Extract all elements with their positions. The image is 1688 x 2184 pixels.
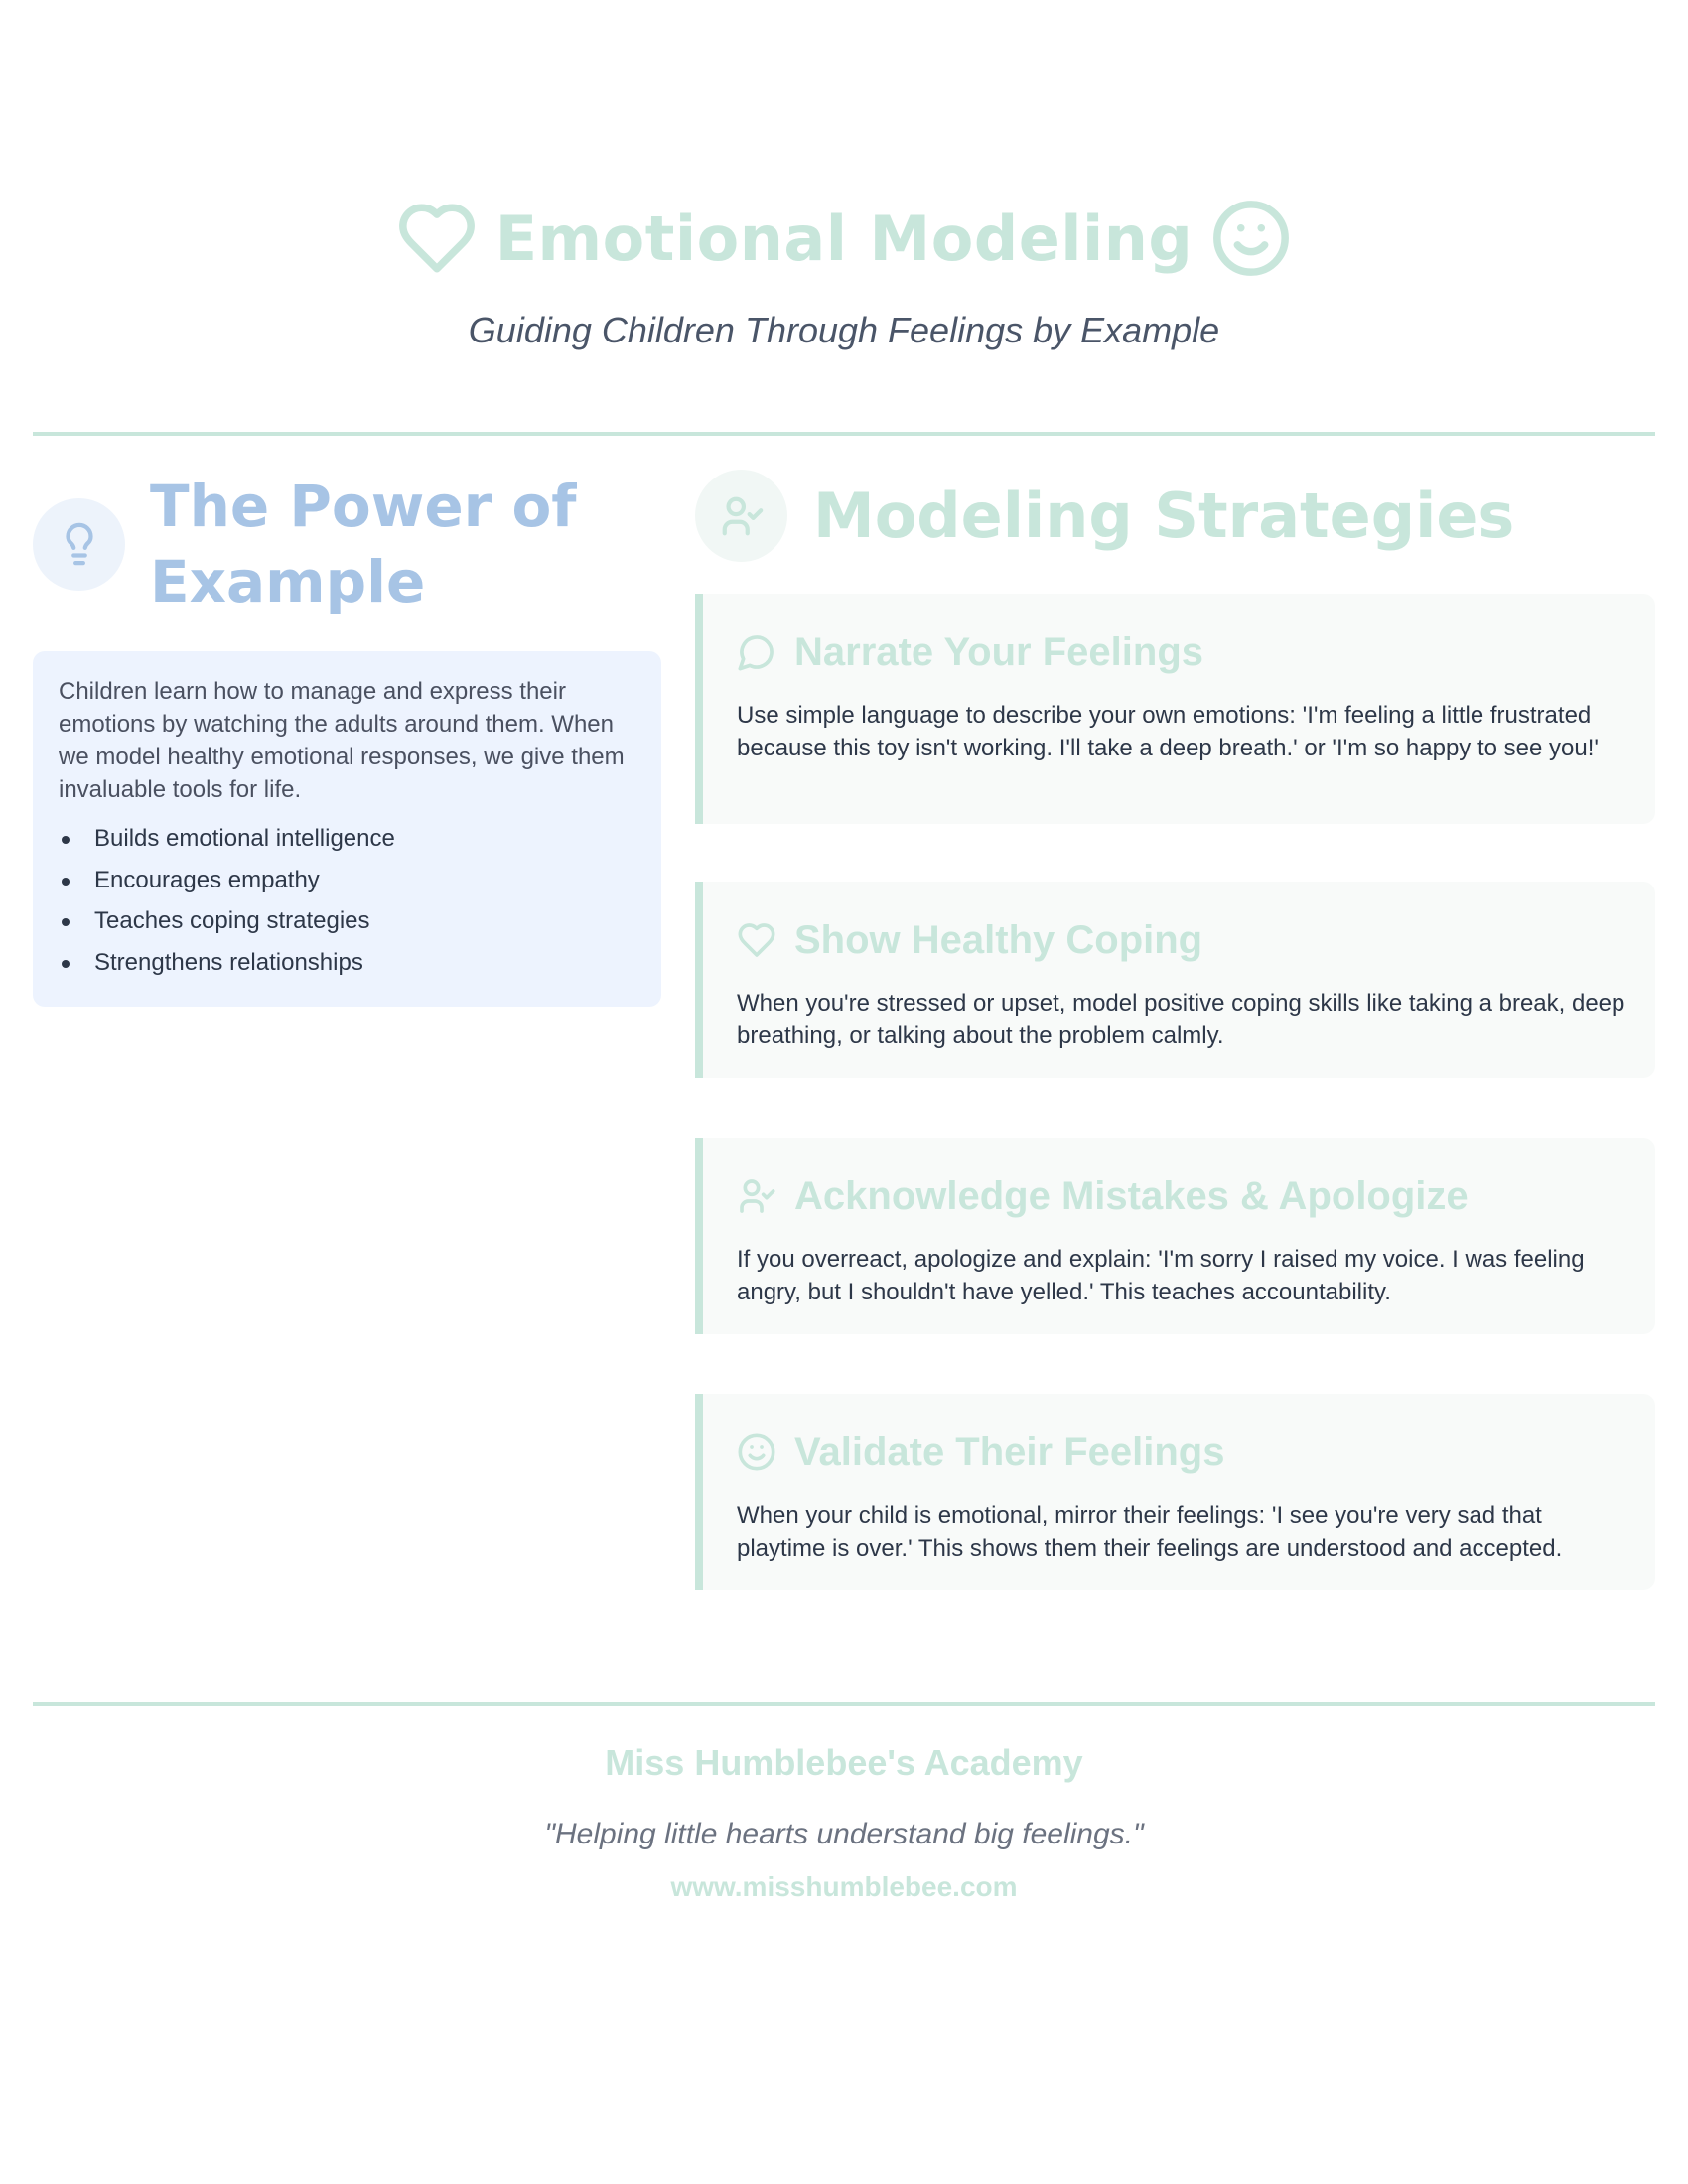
- user-check-icon-badge: [695, 470, 787, 562]
- power-section-heading: [33, 469, 607, 619]
- strategy-card-header: [737, 915, 1625, 965]
- strategy-card-validate: [695, 1394, 1655, 1590]
- strategy-card-coping: [695, 882, 1655, 1078]
- strategy-card-header: [737, 1171, 1625, 1221]
- power-intro-text: Children learn how to manage and express their emotions by watching the adults around them. When we model healthy emotional responses, we give them invaluable tools for life.: [59, 678, 625, 803]
- benefit-item: Strengthens relationships: [59, 942, 637, 984]
- footer-divider: [33, 1702, 1655, 1706]
- user-check-icon: [737, 1176, 776, 1216]
- message-circle-icon: [737, 632, 776, 672]
- strategy-card-title: Show Healthy Coping: [794, 917, 1203, 962]
- footer-tagline: "Helping little hearts understand big feelings.": [544, 1818, 1144, 1850]
- benefit-item: Builds emotional intelligence: [59, 818, 637, 860]
- heart-icon: [396, 198, 478, 279]
- heart-icon: [737, 920, 776, 960]
- strategy-card-apologize: [695, 1138, 1655, 1334]
- strategy-card-narrate: [695, 594, 1655, 824]
- page-header: [0, 189, 1688, 351]
- header-divider: [33, 432, 1655, 436]
- page-title: Emotional Modeling: [494, 202, 1194, 275]
- strategy-card-text: If you overreact, apologize and explain: 'I'm sorry I raised my voice. I was feeling angry, but I shouldn't have yelled.' This teaches accountability.: [737, 1246, 1585, 1305]
- smile-icon: [1210, 198, 1292, 279]
- strategies-section-heading: [695, 470, 1514, 562]
- power-section-title: The Power of Example: [150, 473, 577, 615]
- benefits-list: [59, 818, 637, 983]
- page-subtitle: Guiding Children Through Feelings by Example: [468, 310, 1220, 350]
- strategy-card-header: [737, 1428, 1625, 1477]
- lightbulb-icon: [57, 521, 102, 567]
- page-footer: [0, 1742, 1688, 1903]
- strategy-card-title: Acknowledge Mistakes & Apologize: [794, 1173, 1469, 1218]
- lightbulb-icon-badge: [33, 498, 125, 591]
- strategy-card-header: [737, 627, 1625, 677]
- strategy-card-text: When you're stressed or upset, model positive coping skills like taking a break, deep breathing, or talking about the problem calmly.: [737, 990, 1625, 1049]
- title-row: [0, 189, 1688, 288]
- benefit-item: Encourages empathy: [59, 860, 637, 901]
- strategy-card-text: Use simple language to describe your own emotions: 'I'm feeling a little frustrated because this toy isn't working. I'll take a deep breath.' or 'I'm so happy to see you!': [737, 702, 1599, 761]
- power-info-box: [33, 651, 661, 1007]
- website-link[interactable]: www.misshumblebee.com: [670, 1871, 1018, 1902]
- strategy-card-title: Validate Their Feelings: [794, 1430, 1225, 1474]
- benefit-item: Teaches coping strategies: [59, 900, 637, 942]
- smile-icon: [737, 1433, 776, 1472]
- academy-name: Miss Humblebee's Academy: [605, 1742, 1083, 1783]
- strategy-card-text: When your child is emotional, mirror their feelings: 'I see you're very sad that playtime is over.' This shows them their feelings are understood and accepted.: [737, 1502, 1563, 1562]
- strategy-card-title: Narrate Your Feelings: [794, 629, 1203, 674]
- user-check-icon: [719, 493, 765, 539]
- strategies-section-title: Modeling Strategies: [813, 479, 1515, 552]
